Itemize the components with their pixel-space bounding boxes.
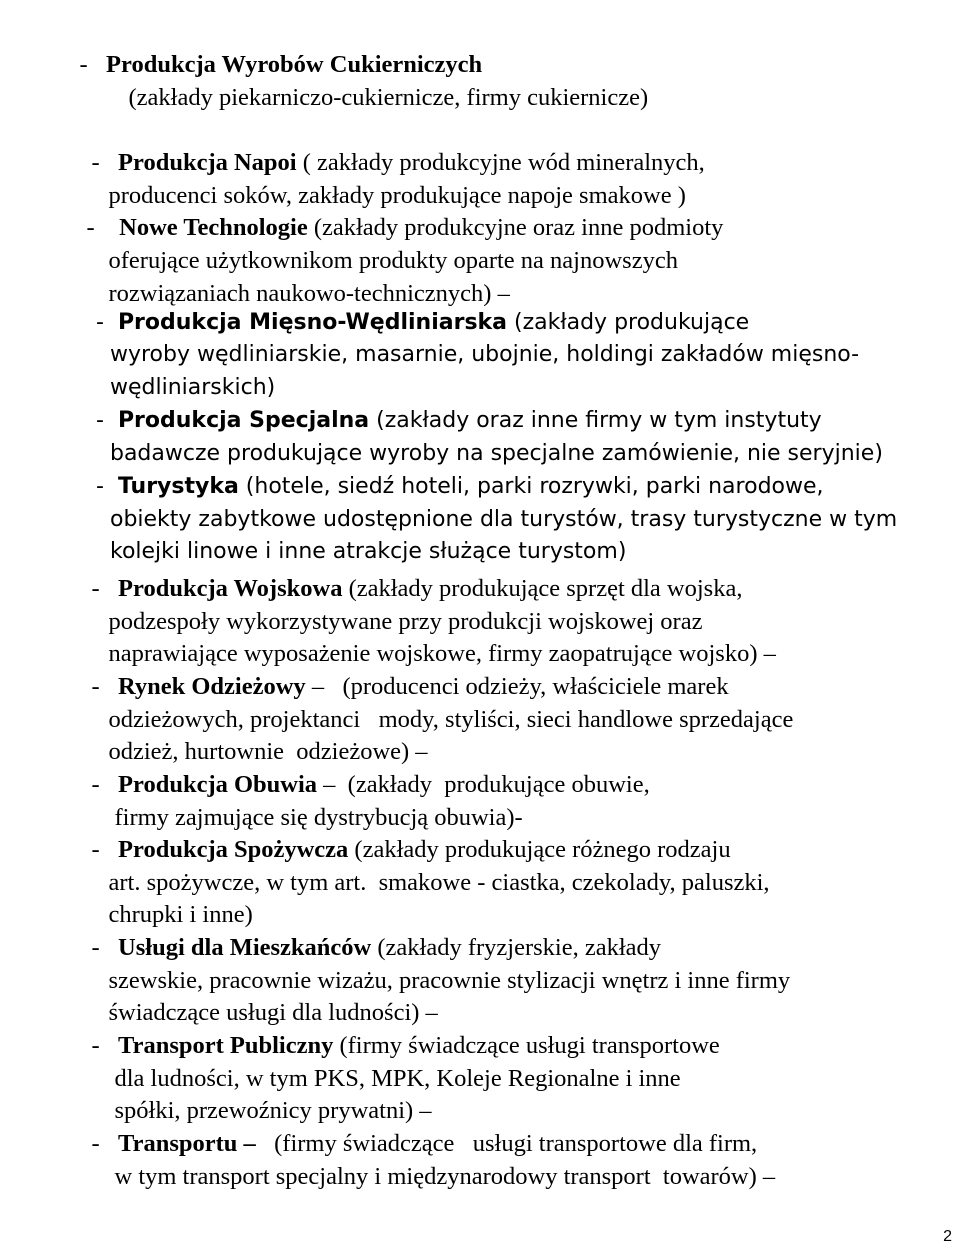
entry-title: Transport Publiczny xyxy=(118,1031,334,1059)
entry-dash: - xyxy=(95,474,104,499)
entry-dash: - xyxy=(91,574,100,602)
entry-description: podzespoły wykorzystywane przy produkcji wojskowej oraz xyxy=(108,607,703,635)
entry-dash: - xyxy=(91,770,100,798)
entry-1-line-2 xyxy=(104,61,648,135)
entry-description: szewskie, pracownie wizażu, pracownie stylizacji wnętrz i inne firmy xyxy=(108,966,791,994)
entry-description: (zakłady produkujące różnego rodzaju xyxy=(348,835,731,863)
entry-title: Transportu – xyxy=(118,1129,256,1157)
entry-description: art. spożywcze, w tym art. smakowe - ciastka, czekolady, paluszki, xyxy=(108,868,770,896)
entry-description: rozwiązaniach naukowo-technicznych) – xyxy=(108,279,510,307)
entry-description: badawcze produkujące wyroby na specjalne zamówienie, nie seryjnie) xyxy=(109,441,883,466)
entry-description: – (producenci odzieży, właściciele marek xyxy=(305,672,729,700)
entry-description: chrupki i inne) xyxy=(108,900,253,928)
entry-description: (firmy świadczące usługi transportowe xyxy=(333,1031,720,1059)
entry-dash: - xyxy=(79,50,88,78)
entry-description: obiekty zabytkowe udostępnione dla turystów, trasy turystyczne w tym xyxy=(109,507,898,532)
entry-description: ( zakłady produkcyjne wód mineralnych, xyxy=(296,148,705,176)
entry-description: (zakłady produkujące sprzęt dla wojska, xyxy=(342,574,743,602)
entry-title: Produkcja Wojskowa xyxy=(118,574,343,602)
entry-description: odzież, hurtownie odzieżowe) – xyxy=(108,737,428,765)
entry-description: wędliniarskich) xyxy=(109,375,276,400)
entry-title: Produkcja Spożywcza xyxy=(118,835,349,863)
entry-dash: - xyxy=(91,672,100,700)
page-number: 2 xyxy=(943,1228,952,1245)
entry-dash: - xyxy=(91,148,100,176)
entry-dash: - xyxy=(95,310,104,335)
entry-description: (firmy świadczące usługi transportowe dla firm, xyxy=(255,1129,758,1157)
entry-title: Nowe Technologie xyxy=(119,213,308,241)
entry-description: naprawiające wyposażenie wojskowe, firmy zaopatrujące wojsko) – xyxy=(108,639,776,667)
entry-dash: - xyxy=(91,1129,100,1157)
entry-description: (zakłady fryzjerskie, zakłady xyxy=(371,933,661,961)
entry-description: producenci soków, zakłady produkujące napoje smakowe ) xyxy=(108,181,686,209)
entry-description: świadczące usługi dla ludności) – xyxy=(108,998,438,1026)
entry-description: firmy zajmujące się dystrybucją obuwia)- xyxy=(114,803,523,831)
entry-description: w tym transport specjalny i międzynarodowy transport towarów) – xyxy=(114,1162,776,1190)
entry-description: spółki, przewoźnicy prywatni) – xyxy=(114,1096,432,1124)
entry-dash: - xyxy=(91,933,100,961)
entry-description: (hotele, siedź hoteli, parki rozrywki, parki narodowe, xyxy=(238,474,824,499)
entry-title: Produkcja Obuwia xyxy=(118,770,318,798)
entry-dash: - xyxy=(91,835,100,863)
entry-dash: - xyxy=(86,213,95,241)
entry-description: oferujące użytkownikom produkty oparte na najnowszych xyxy=(108,246,678,274)
entry-description: (zakłady produkujące xyxy=(507,310,750,335)
entry-description: kolejki linowe i inne atrakcje służące turystom) xyxy=(109,539,627,564)
entry-13-line-2 xyxy=(90,1140,775,1214)
entry-description: – (zakłady produkujące obuwie, xyxy=(317,770,650,798)
entry-description: odzieżowych, projektanci mody, styliści, sieci handlowe sprzedające xyxy=(108,705,794,733)
entry-title: Produkcja Mięsno-Wędliniarska xyxy=(117,310,508,335)
entry-title: Rynek Odzieżowy xyxy=(118,672,306,700)
entry-dash: - xyxy=(91,1031,100,1059)
entry-title: Produkcja Specjalna xyxy=(117,408,370,433)
entry-description: dla ludności, w tym PKS, MPK, Koleje Regionalne i inne xyxy=(114,1064,681,1092)
entry-description: wyroby wędliniarskie, masarnie, ubojnie, holdingi zakładów mięsno- xyxy=(109,342,860,367)
entry-title: Turystyka xyxy=(117,474,239,499)
entry-title: Produkcja Napoi xyxy=(118,148,297,176)
entry-title: Produkcja Wyrobów Cukierniczych xyxy=(106,50,483,78)
entry-description: (zakłady piekarniczo-cukiernicze, firmy cukiernicze) xyxy=(128,83,649,111)
entry-dash: - xyxy=(95,408,104,433)
entry-description: (zakłady produkcyjne oraz inne podmioty xyxy=(307,213,724,241)
entry-title: Usługi dla Mieszkańców xyxy=(118,933,372,961)
entry-description: (zakłady oraz inne firmy w tym instytuty xyxy=(369,408,822,433)
